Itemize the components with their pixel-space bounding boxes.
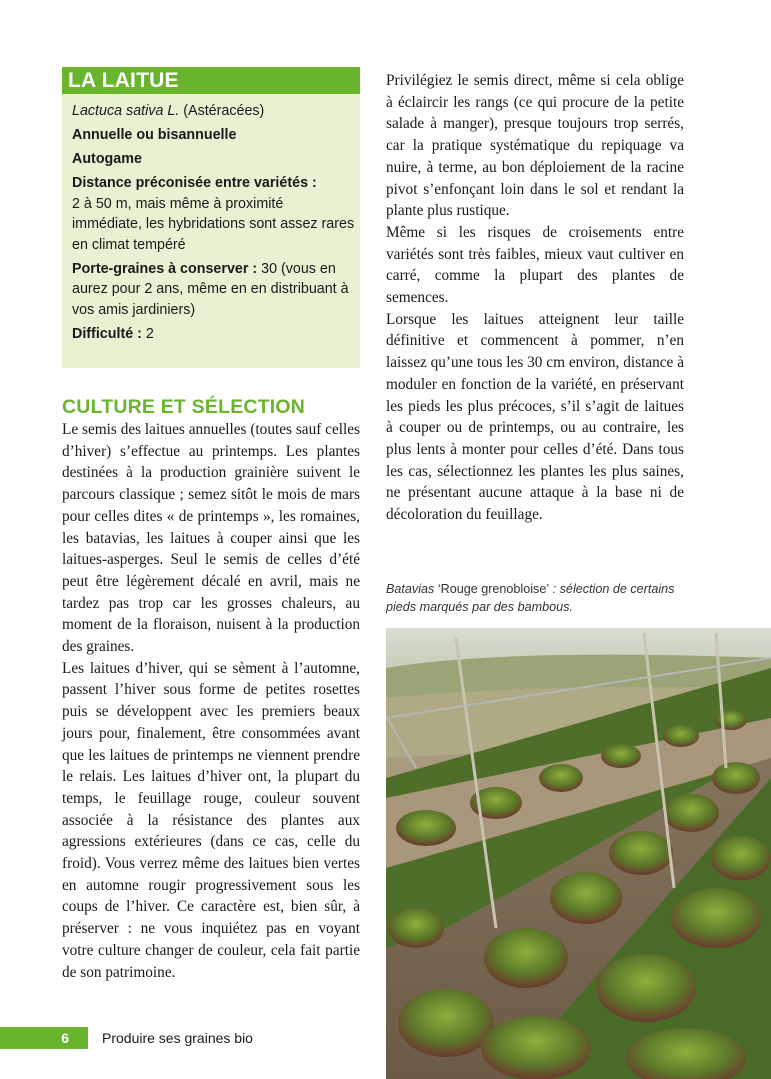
photo-caption	[386, 580, 686, 616]
caption-part1: Batavias	[386, 582, 438, 596]
caption-variety: ‘Rouge grenobloise’	[437, 582, 550, 596]
section-heading: CULTURE ET SÉLECTION	[62, 396, 306, 418]
lettuce-field-illustration	[386, 628, 771, 1079]
paragraph-sowing: Le semis des laitues annuelles (toutes sauf celles d’hiver) s’effectue au printemps. Les plantes destinées à la production grainière suivent le parcours classique ; semez sitôt le mois de mars pour celles dites « de printemps », les romaines, les batavias, les laitues à couper ainsi que les laitues-asperges. Seul le semis de celles d’été peut être légèrement décalé en avril, mais ne tardez pas trop car les grosses chaleurs, au moment de la floraison, nuisent à la production des graines.	[62, 421, 360, 656]
caption-part2: : sélection de certains pieds marqués par des bambous.	[386, 582, 675, 614]
page-number: 6	[0, 1027, 88, 1049]
difficulty-value: 2	[141, 325, 154, 342]
paragraph-selection: Lorsque les laitues atteignent leur taille définitive et commencent à pommer, n’en laissez qu’une tous les 30 cm environ, distance à moduler en fonction de la variété, en préservant les pieds les plus précoces, s’il s’agit de laitues à couper ou de printemps, ou au contraire, les plus lents à monter pour celles d’été. Dans tous les cas, sélectionnez les plantes les plus saines, ne présentant aucune attaque à la base ni de décoloration du feuillage.	[386, 310, 684, 524]
distance-info	[72, 173, 356, 255]
plant-family: (Astéracées)	[179, 103, 265, 119]
paragraph-direct-sowing: Privilégiez le semis direct, même si cela oblige à éclaircir les rangs (ce qui procure de la petite salade à manger), presque toujours trop serrés, car la pratique systématique du repiquage va nuire, à terme, au bon déploiement de la racine pivot s’enfonçant loin dans le sol et rendant la plante plus rustique.	[386, 72, 684, 220]
difficulty-label: Difficulté :	[72, 325, 142, 342]
seed-plants-info	[72, 259, 356, 321]
latin-name: Lactuca sativa L.	[72, 103, 180, 119]
lettuce-field-photo	[386, 628, 771, 1079]
species-title: LA LAITUE	[62, 67, 360, 94]
latin-name-line	[72, 101, 356, 122]
right-column-text	[386, 70, 684, 526]
distance-label: Distance préconisée entre variétés :	[72, 175, 317, 191]
seed-plants-text: 30 (vous en aurez pour 2 ans, même en en distribuant à vos amis jardiniers)	[72, 260, 349, 318]
pollination-type: Autogame	[72, 151, 142, 167]
life-cycle: Annuelle ou bisannuelle	[72, 127, 237, 143]
paragraph-cross-pollination: Même si les risques de croisements entre variétés sont très faibles, mieux vaut cultiver en carré, comme la plupart des plantes de semences.	[386, 223, 684, 307]
book-title: Produire ses graines bio	[102, 1030, 253, 1046]
left-column-text	[62, 419, 360, 983]
distance-text: 2 à 50 m, mais même à proximité immédiate, les hybridations sont assez rares en climat tempéré	[72, 195, 355, 253]
paragraph-winter-lettuce: Les laitues d’hiver, qui se sèment à l’automne, passent l’hiver sous forme de petites rosettes puis se développent avec les premiers beaux jours pour, finalement, être consommées avant que les laitues de printemps ne viennent prendre le relais. Les laitues d’hiver ont, la plupart du temps, le feuillage rouge, couleur souvent associée à la résistance des plantes aux agressions extérieures (dans ce cas, celle du froid). Vous verrez même des laitues bien vertes en automne rougir progressivement sous les coups de l’hiver. Ce caractère est, bien sûr, à préserver : ne vous inquiétez pas en voyant votre culture changer de couleur, cela fait partie de son patrimoine.	[62, 659, 360, 981]
difficulty-info	[72, 324, 356, 345]
seed-plants-label: Porte-graines à conserver :	[72, 260, 258, 277]
species-info-body	[72, 101, 356, 348]
